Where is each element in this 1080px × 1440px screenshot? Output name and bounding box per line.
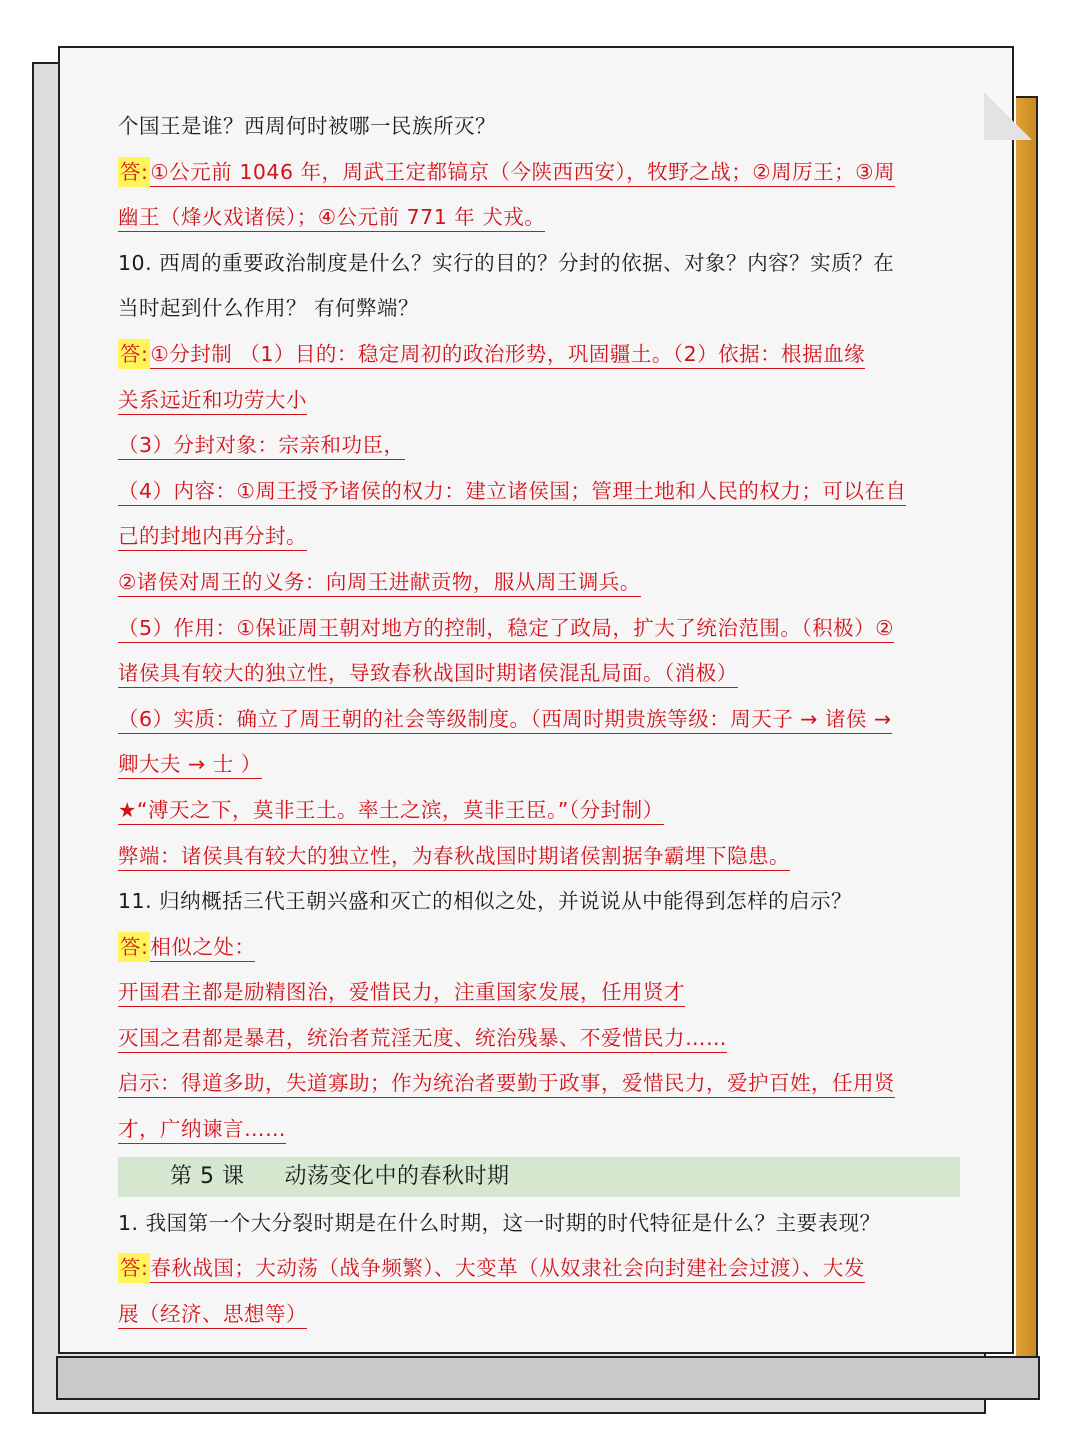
lesson-section-header	[118, 1157, 960, 1197]
lesson-title: 动荡变化中的春秋时期	[284, 1163, 510, 1189]
answer-11-line: 启示：得道多助，失道寡助；作为统治者要勤于政事，爱惜民力，爱护百姓，任用贤	[118, 1061, 960, 1107]
answer-label: 答:	[118, 932, 150, 962]
answer-10-line-1: 答:①分封制 （1）目的：稳定周初的政治形势，巩固疆土。（2）依据：根据血缘	[118, 332, 960, 378]
answer-11-line: 灭国之君都是暴君，统治者荒淫无度、统治残暴、不爱惜民力……	[118, 1016, 960, 1062]
answer-10-line: 卿大夫 → 士 ）	[118, 742, 960, 788]
answer-10-line: （5）作用：①保证周王朝对地方的控制，稳定了政局，扩大了统治范围。（积极）②	[118, 606, 960, 652]
question-11: 11. 归纳概括三代王朝兴盛和灭亡的相似之处，并说说从中能得到怎样的启示？	[118, 889, 853, 914]
question-10-line-2: 当时起到什么作用？ 有何弊端？	[118, 296, 420, 321]
answer-label: 答:	[118, 339, 150, 369]
section5-answer-1-line-1: 答:春秋战国；大动荡（战争频繁）、大变革（从奴隶社会向封建社会过渡）、大发	[118, 1246, 960, 1292]
answer-10-line: 关系远近和功劳大小	[118, 378, 960, 424]
answer-10-line: ②诸侯对周王的义务：向周王进献贡物，服从周王调兵。	[118, 560, 960, 606]
answer-10-line: 诸侯具有较大的独立性，导致春秋战国时期诸侯混乱局面。（消极）	[118, 651, 960, 697]
answer-11-line: 才，广纳谏言……	[118, 1107, 960, 1153]
section5-question-1: 1. 我国第一个大分裂时期是在什么时期，这一时期的时代特征是什么？主要表现？	[118, 1210, 881, 1235]
answer-9-line-1: 答:①公元前 1046 年，周武王定都镐京（今陕西西安），牧野之战；②周厉王；③周	[118, 150, 960, 196]
answer-label: 答:	[118, 157, 150, 187]
answer-10-line: （3）分封对象：宗亲和功臣，	[118, 423, 960, 469]
answer-9-line-2: 幽王（烽火戏诸侯）；④公元前 771 年 犬戎。	[118, 195, 960, 241]
notebook-bottom-edge	[56, 1356, 1040, 1400]
answer-10-line: （4）内容：①周王授予诸侯的权力：建立诸侯国；管理土地和人民的权力；可以在自	[118, 469, 960, 515]
answer-10-line: 弊端：诸侯具有较大的独立性，为春秋战国时期诸侯割据争霸埋下隐患。	[118, 834, 960, 880]
page-content	[118, 104, 960, 1337]
question-10-line-1: 10. 西周的重要政治制度是什么？实行的目的？分封的依据、对象？内容？实质？在	[118, 250, 895, 275]
section5-answer-1-line-2: 展（经济、思想等）	[118, 1292, 960, 1338]
answer-10-line: ★“溥天之下，莫非王土。率土之滨，莫非王臣。”（分封制）	[118, 788, 960, 834]
answer-label: 答:	[118, 1253, 150, 1283]
question-9-tail: 个国王是谁？西周何时被哪一民族所灭？	[118, 114, 496, 138]
answer-10-line: 己的封地内再分封。	[118, 514, 960, 560]
answer-10-line: （6）实质：确立了周王朝的社会等级制度。（西周时期贵族等级：周天子 → 诸侯 →	[118, 697, 960, 743]
page-corner-fold	[984, 44, 1032, 140]
answer-11-line: 开国君主都是励精图治，爱惜民力，注重国家发展，任用贤才	[118, 970, 960, 1016]
notebook-spine	[1016, 96, 1038, 1362]
answer-11-line-1: 答:相似之处：	[118, 925, 960, 971]
lesson-number: 第 5 课	[170, 1163, 245, 1189]
